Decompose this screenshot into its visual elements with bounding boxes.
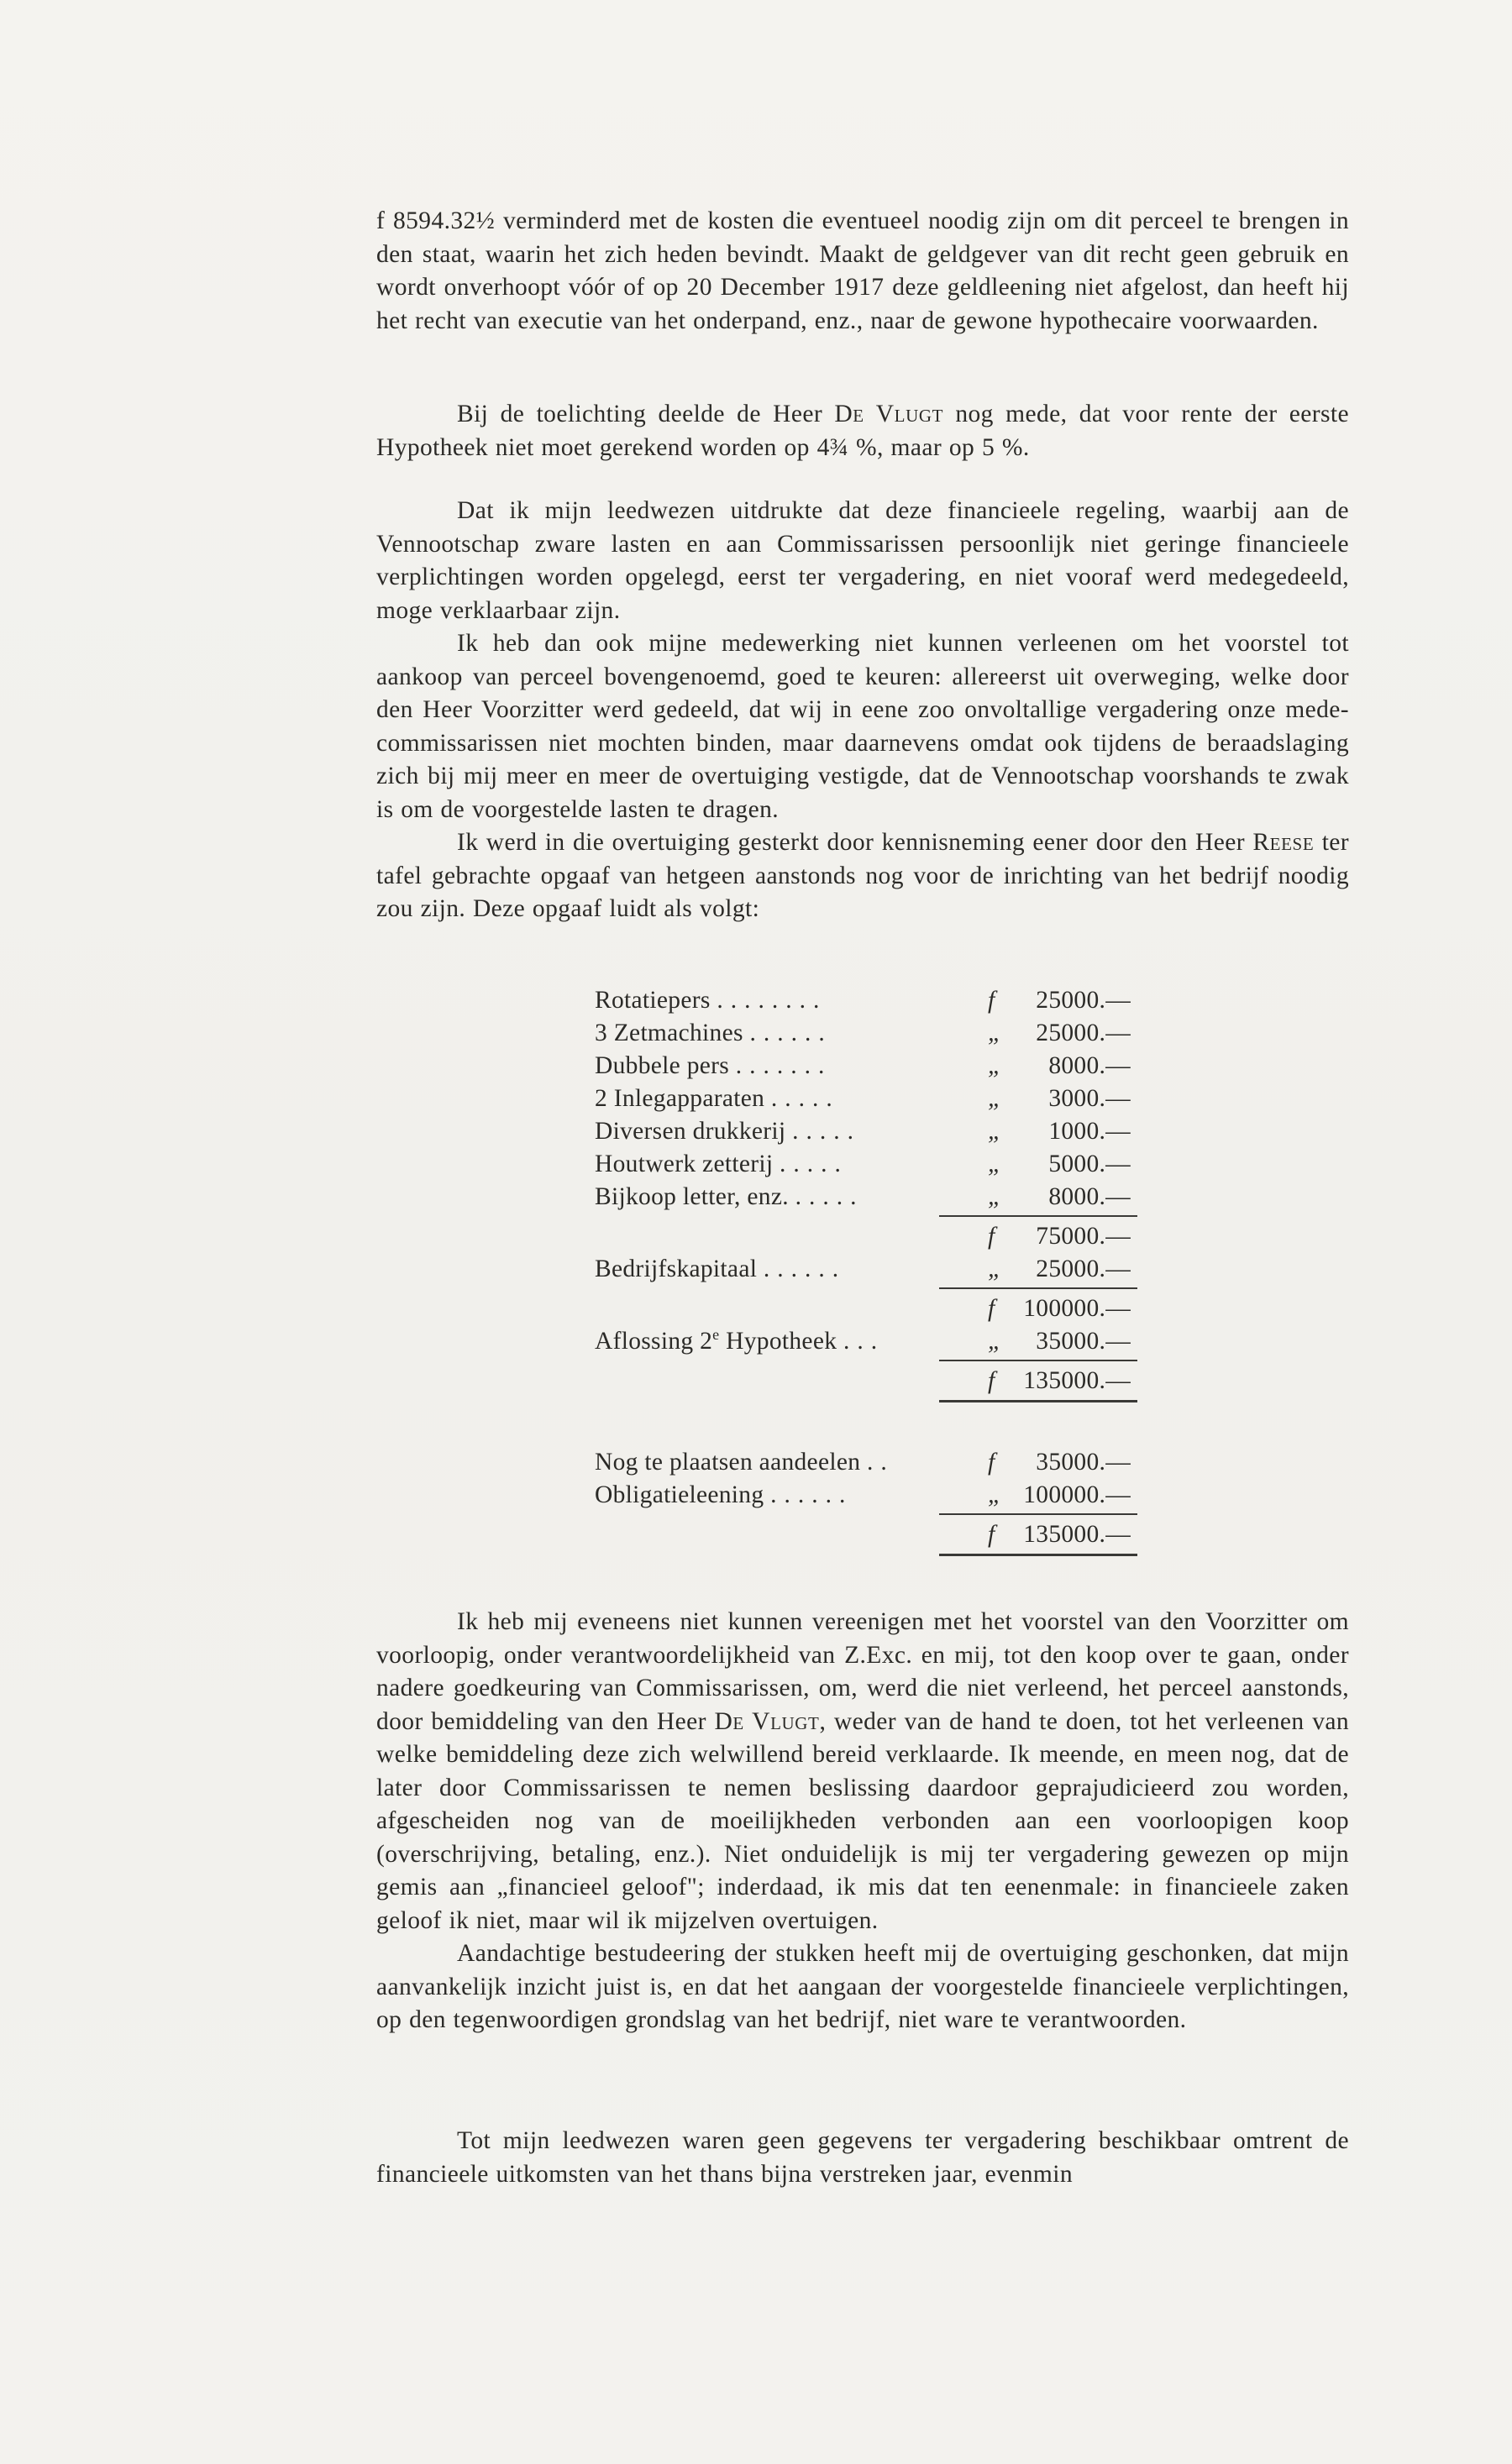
amount: 8000.— — [1048, 1052, 1131, 1079]
paragraph-text — [376, 826, 1349, 926]
item-label — [595, 1148, 848, 1181]
label-text: Bijkoop letter, enz. — [595, 1183, 789, 1210]
amount: 25000.— — [1036, 1020, 1131, 1046]
text-run: , weder van de hand te doen, tot het verleenen van welke bemiddeling deze zich welwillend bereid verklaarde. Ik meende, en meen nog, dat de later door Commissarissen te nemen beslissing daardoor geprajudicieerd zou worden, afgescheiden nog van de moeilijkheden verbonden aan een voorloopigen koop (overschrijving, betaling, enz.). Niet onduidelijk is mij ter vergadering gewezen op mijn gemis aan „financieel geloof"; inderdaad, ik mis dat ten eenenmale: in financieele zaken geloof ik niet, maar wil ik mijzelven overtuigen. — [376, 1707, 1349, 1934]
currency-sign: „ — [988, 1118, 1002, 1145]
paragraph-group-leedwezen — [376, 495, 1349, 926]
total-rule — [939, 1400, 1137, 1402]
amount: 8000.— — [1048, 1183, 1131, 1210]
total-rule — [939, 1554, 1137, 1556]
item-label — [595, 1115, 861, 1148]
currency-sign: „ — [988, 1328, 1002, 1355]
item-label — [595, 984, 827, 1017]
statement-rule-wrap — [595, 1286, 1137, 1292]
statement-rule-wrap — [595, 1358, 1137, 1365]
leader-dots: ....... — [735, 1052, 832, 1079]
statement-rule-wrap — [595, 1397, 1137, 1406]
person-name: De Vlugt — [714, 1707, 820, 1735]
item-label — [595, 1253, 846, 1286]
leader-dots: ...... — [770, 1481, 853, 1508]
financial-statement — [595, 984, 1137, 1560]
text-run: ter tafel gebrachte opgaaf van hetgeen aanstonds nog voor de inrichting van het bedrijf noodig zou zijn. Deze opgaaf luidt als volgt: — [376, 829, 1350, 922]
currency-sign: „ — [988, 1085, 1002, 1112]
item-label — [595, 1325, 885, 1358]
statement-row — [595, 1181, 1137, 1214]
item-label — [595, 1181, 864, 1214]
statement-rule-wrap — [595, 1551, 1137, 1560]
statement-total-row — [595, 1365, 1137, 1397]
funding-items — [595, 1446, 1137, 1512]
paragraph-closing — [376, 2125, 1349, 2191]
leader-dots: ........ — [717, 987, 827, 1014]
statement-row — [595, 984, 1137, 1017]
label-text: Dubbele pers — [595, 1052, 730, 1079]
sum-rule — [939, 1287, 1137, 1289]
currency-sign: f — [988, 1367, 995, 1394]
paragraph-opening — [376, 205, 1349, 338]
statement-rule-wrap — [595, 1512, 1137, 1518]
currency-sign: „ — [988, 1151, 1002, 1177]
label-text: Diversen drukkerij — [595, 1118, 786, 1145]
currency-sign: f — [988, 1449, 995, 1476]
currency-sign: f — [988, 1521, 995, 1548]
leader-dots: ... — [843, 1328, 885, 1355]
item-label — [595, 1479, 853, 1512]
statement-subtotal-row — [595, 1292, 1137, 1325]
statement-row — [595, 1325, 1137, 1358]
sum-rule — [939, 1215, 1137, 1217]
sum-rule — [939, 1360, 1137, 1361]
leader-dots: ..... — [792, 1118, 861, 1145]
paragraph-text — [376, 1606, 1349, 1937]
amount: 135000.— — [1023, 1367, 1131, 1394]
label-text: Hypotheek — [719, 1328, 837, 1355]
statement-total-row — [595, 1518, 1137, 1551]
amount: 5000.— — [1048, 1151, 1131, 1177]
amount: 35000.— — [1036, 1328, 1131, 1355]
item-label — [595, 1050, 832, 1083]
leader-dots: ..... — [770, 1085, 840, 1112]
leader-dots: .. — [866, 1449, 895, 1476]
label-text: Obligatieleening — [595, 1481, 764, 1508]
label-text: Rotatiepers — [595, 987, 711, 1014]
paragraph-text — [376, 398, 1349, 464]
amount: 3000.— — [1048, 1085, 1131, 1112]
currency-sign: f — [988, 1295, 995, 1322]
currency-sign: f — [988, 1223, 995, 1250]
statement-items — [595, 984, 1137, 1214]
statement-row — [595, 1253, 1137, 1286]
paragraph-text: Tot mijn leedwezen waren geen gegevens ter vergadering beschikbaar omtrent de financieele uitkomsten van het thans bijna verstreken jaar, evenmin — [376, 2127, 1349, 2188]
text-run: nog mede, dat voor rente der eerste Hypotheek niet moet gerekend worden op 4¾ %, maar op 5 %. — [376, 401, 1349, 461]
currency-sign: f — [988, 987, 995, 1014]
text-run: Ik heb mij eveneens niet kunnen vereenigen met het voorstel van den Voorzitter om voorloopig, onder verantwoordelijkheid van Z.Exc. en mij, tot den koop over te gaan, onder nadere goedkeuring van Commissarissen, om, werd die niet verleend, het perceel aanstonds, door bemiddeling van den Heer — [376, 1608, 1349, 1735]
paragraph-toelichting — [376, 398, 1349, 464]
statement-rule-wrap — [595, 1214, 1137, 1220]
person-name: Reese — [1252, 829, 1315, 856]
statement-subtotal-row — [595, 1220, 1137, 1253]
paragraph-group-voorstel — [376, 1606, 1349, 2037]
leader-dots: ..... — [795, 1183, 864, 1210]
currency-sign: „ — [988, 1183, 1002, 1210]
amount: 75000.— — [1036, 1223, 1131, 1250]
paragraph-text: Dat ik mijn leedwezen uitdrukte dat deze financieele regeling, waarbij aan de Vennootschap zware lasten en aan Commissarissen persoonlijk niet geringe financieele verplichtingen worden opgelegd, eerst ter vergadering, en niet vooraf werd medegedeeld, moge verklaarbaar zijn. — [376, 497, 1349, 624]
paragraph-text: Ik heb dan ook mijne medewerking niet kunnen verleenen om het voorstel tot aankoop van perceel bovengenoemd, goed te keuren: allereerst uit overweging, welke door den Heer Voorzitter werd gedeeld, dat wij in eene zoo onvoltallige vergadering onze mede-commissarissen niet mochten binden, maar daarnevens omdat ook tijdens de beraadslaging zich bij mij meer en meer de overtuiging vestigde, dat de Vennootschap voorshands te zwak is om de voorgestelde lasten te dragen. — [376, 630, 1349, 823]
label-text: 2 Inlegapparaten — [595, 1085, 765, 1112]
funding-row — [595, 1479, 1137, 1512]
label-text: Aflossing 2 — [595, 1328, 713, 1355]
leader-dots: ...... — [749, 1020, 832, 1046]
sum-rule — [939, 1513, 1137, 1515]
text-run: Ik werd in die overtuiging gesterkt door kennisneming eener door den Heer — [457, 829, 1253, 856]
statement-row — [595, 1050, 1137, 1083]
funding-row — [595, 1446, 1137, 1479]
label-text: 3 Zetmachines — [595, 1020, 743, 1046]
amount: 100000.— — [1023, 1295, 1131, 1322]
item-label — [595, 1017, 832, 1050]
currency-sign: „ — [988, 1256, 1002, 1282]
text-run: Bij de toelichting deelde de Heer — [457, 401, 835, 427]
currency-sign: „ — [988, 1481, 1002, 1508]
leader-dots: ..... — [780, 1151, 848, 1177]
amount: 25000.— — [1036, 987, 1131, 1014]
person-name: De Vlugt — [834, 401, 944, 427]
statement-row — [595, 1115, 1137, 1148]
statement-row — [595, 1148, 1137, 1181]
spacer — [595, 1406, 1137, 1446]
label-text: Nog te plaatsen aandeelen — [595, 1449, 861, 1476]
amount: 135000.— — [1023, 1521, 1131, 1548]
item-label — [595, 1083, 840, 1115]
statement-row — [595, 1083, 1137, 1115]
amount: 100000.— — [1023, 1481, 1131, 1508]
amount: 35000.— — [1036, 1449, 1131, 1476]
paragraph-text: f 8594.32½ verminderd met de kosten die eventueel noodig zijn om dit perceel te brengen in den staat, waarin het zich heden bevindt. Maakt de geldgever van dit recht geen gebruik en wordt onverhoopt vóór of op 20 December 1917 deze geldleening niet afgelost, dan heeft hij het recht van executie van het onderpand, enz., naar de gewone hypothecaire voorwaarden. — [376, 207, 1349, 334]
currency-sign: „ — [988, 1020, 1002, 1046]
paragraph-text: Aandachtige bestudeering der stukken heeft mij de overtuiging geschonken, dat mijn aanvankelijk inzicht juist is, en dat het aangaan der voorgestelde financieele verplichtingen, op den tegenwoordigen grondslag van het bedrijf, niet ware te verantwoorden. — [376, 1940, 1349, 2033]
label-text: Bedrijfskapitaal — [595, 1256, 758, 1282]
amount: 1000.— — [1048, 1118, 1131, 1145]
superscript: e — [712, 1326, 720, 1344]
item-label — [595, 1446, 895, 1479]
statement-row — [595, 1017, 1137, 1050]
currency-sign: „ — [988, 1052, 1002, 1079]
label-text: Houtwerk zetterij — [595, 1151, 774, 1177]
amount: 25000.— — [1036, 1256, 1131, 1282]
leader-dots: ...... — [763, 1256, 847, 1282]
